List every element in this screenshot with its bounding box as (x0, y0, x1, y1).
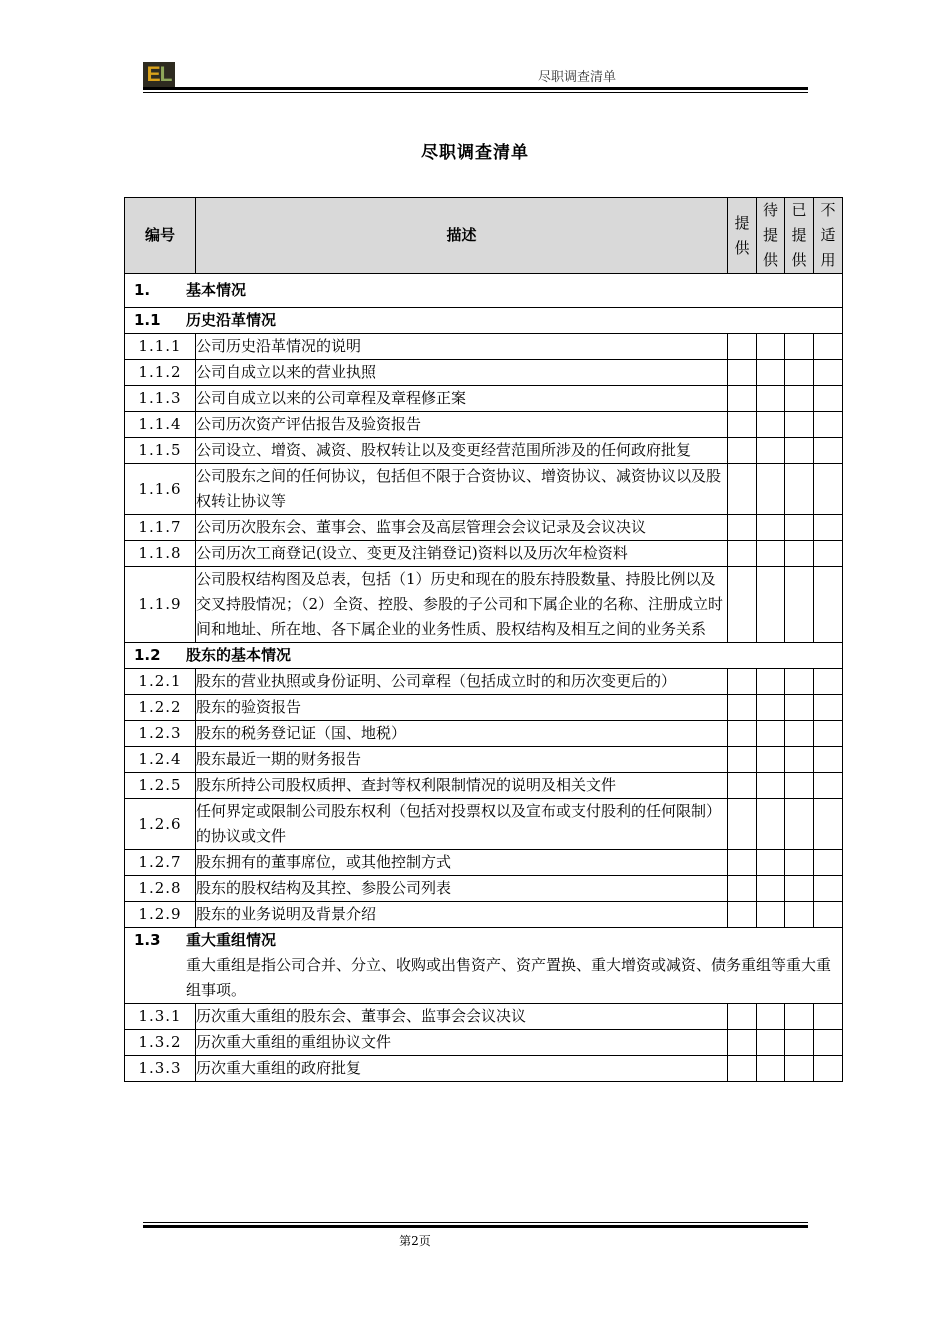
item-number: 1.1.2 (125, 360, 196, 386)
provide-cell[interactable] (728, 773, 757, 799)
provided-cell[interactable] (785, 1056, 814, 1082)
pending-cell[interactable] (757, 747, 785, 773)
pending-cell[interactable] (757, 876, 785, 902)
pending-cell[interactable] (757, 386, 785, 412)
item-number: 1.1.1 (125, 334, 196, 360)
footer-rule (143, 1225, 808, 1228)
table-row (125, 386, 843, 412)
table-row (125, 773, 843, 799)
item-description: 任何界定或限制公司股东权利（包括对投票权以及宣布或支付股利的任何限制）的协议或文件 (196, 799, 728, 850)
item-description: 股东的营业执照或身份证明、公司章程（包括成立时的和历次变更后的） (196, 669, 728, 695)
item-description: 公司自成立以来的公司章程及章程修正案 (196, 386, 728, 412)
provided-cell[interactable] (785, 1004, 814, 1030)
table-row (125, 1056, 843, 1082)
na-cell[interactable] (814, 695, 843, 721)
table-row (125, 1004, 843, 1030)
na-cell[interactable] (814, 541, 843, 567)
provide-cell[interactable] (728, 695, 757, 721)
provided-cell[interactable] (785, 773, 814, 799)
item-description: 股东的业务说明及背景介绍 (196, 902, 728, 928)
item-description: 股东拥有的董事席位，或其他控制方式 (196, 850, 728, 876)
pending-cell[interactable] (757, 799, 785, 850)
provide-cell[interactable] (728, 902, 757, 928)
pending-cell[interactable] (757, 360, 785, 386)
provided-cell[interactable] (785, 360, 814, 386)
item-description: 股东的股权结构及其控、参股公司列表 (196, 876, 728, 902)
provide-cell[interactable] (728, 334, 757, 360)
provide-cell[interactable] (728, 464, 757, 515)
header-description: 描述 (196, 198, 728, 274)
header-title: 尽职调查清单 (538, 70, 617, 85)
provided-cell[interactable] (785, 850, 814, 876)
item-description: 公司历史沿革情况的说明 (196, 334, 728, 360)
provide-cell[interactable] (728, 360, 757, 386)
table-row (125, 567, 843, 643)
provided-cell[interactable] (785, 721, 814, 747)
na-cell[interactable] (814, 360, 843, 386)
na-cell[interactable] (814, 1056, 843, 1082)
pending-cell[interactable] (757, 695, 785, 721)
na-cell[interactable] (814, 567, 843, 643)
item-number: 1.2.3 (125, 721, 196, 747)
item-number: 1.2.1 (125, 669, 196, 695)
item-description: 公司历次资产评估报告及验资报告 (196, 412, 728, 438)
na-cell[interactable] (814, 773, 843, 799)
provided-cell[interactable] (785, 1030, 814, 1056)
header-not-applicable: 不适用 (814, 198, 843, 274)
subsection-row (125, 643, 843, 669)
subsection-title: 重大重组情况 (186, 931, 277, 949)
na-cell[interactable] (814, 876, 843, 902)
na-cell[interactable] (814, 799, 843, 850)
item-number: 1.3.2 (125, 1030, 196, 1056)
table-row (125, 902, 843, 928)
provided-cell[interactable] (785, 876, 814, 902)
pending-cell[interactable] (757, 334, 785, 360)
na-cell[interactable] (814, 669, 843, 695)
provided-cell[interactable] (785, 438, 814, 464)
item-number: 1.2.7 (125, 850, 196, 876)
table-header-row (125, 198, 843, 274)
item-description: 历次重大重组的股东会、董事会、监事会会议决议 (196, 1004, 728, 1030)
item-number: 1.2.4 (125, 747, 196, 773)
provide-cell[interactable] (728, 876, 757, 902)
item-number: 1.1.3 (125, 386, 196, 412)
provide-cell[interactable] (728, 669, 757, 695)
provide-cell[interactable] (728, 541, 757, 567)
item-number: 1.3.1 (125, 1004, 196, 1030)
pending-cell[interactable] (757, 541, 785, 567)
pending-cell[interactable] (757, 669, 785, 695)
provided-cell[interactable] (785, 695, 814, 721)
header-rule (143, 87, 808, 90)
item-description: 公司股东之间的任何协议，包括但不限于合资协议、增资协议、减资协议以及股权转让协议等 (196, 464, 728, 515)
na-cell[interactable] (814, 438, 843, 464)
item-number: 1.1.6 (125, 464, 196, 515)
item-description: 公司股权结构图及总表，包括（1）历史和现在的股东持股数量、持股比例以及交叉持股情况；（2）全资、控股、参股的子公司和下属企业的名称、注册成立时间和地址、所在地、各下属企业的业务性质、股权结构及相互之间的业务关系 (196, 567, 728, 643)
item-description: 公司历次股东会、董事会、监事会及高层管理会会议记录及会议决议 (196, 515, 728, 541)
item-description: 股东最近一期的财务报告 (196, 747, 728, 773)
provide-cell[interactable] (728, 412, 757, 438)
item-number: 1.2.8 (125, 876, 196, 902)
table-row (125, 464, 843, 515)
subsection-number: 1.2 (134, 646, 161, 664)
na-cell[interactable] (814, 464, 843, 515)
item-number: 1.2.2 (125, 695, 196, 721)
item-number: 1.2.6 (125, 799, 196, 850)
na-cell[interactable] (814, 902, 843, 928)
pending-cell[interactable] (757, 515, 785, 541)
header-rule-thin (143, 92, 808, 93)
item-description: 股东的税务登记证（国、地税） (196, 721, 728, 747)
na-cell[interactable] (814, 747, 843, 773)
item-number: 1.1.8 (125, 541, 196, 567)
item-description: 公司自成立以来的营业执照 (196, 360, 728, 386)
provided-cell[interactable] (785, 747, 814, 773)
pending-cell[interactable] (757, 721, 785, 747)
pending-cell[interactable] (757, 850, 785, 876)
table-row (125, 515, 843, 541)
na-cell[interactable] (814, 386, 843, 412)
provided-cell[interactable] (785, 386, 814, 412)
footer-rule-thin (143, 1222, 808, 1223)
subsection-number: 1.1 (134, 311, 161, 329)
subsection-number: 1.3 (134, 931, 161, 949)
provide-cell[interactable] (728, 721, 757, 747)
item-number: 1.2.5 (125, 773, 196, 799)
provided-cell[interactable] (785, 902, 814, 928)
na-cell[interactable] (814, 1004, 843, 1030)
item-description: 股东所持公司股权质押、查封等权利限制情况的说明及相关文件 (196, 773, 728, 799)
page-number: 第2页 (399, 1234, 431, 1248)
provided-cell[interactable] (785, 541, 814, 567)
pending-cell[interactable] (757, 567, 785, 643)
section-number: 1. (134, 281, 151, 299)
header-provided: 已提供 (785, 198, 814, 274)
header-pending: 待提供 (757, 198, 785, 274)
provided-cell[interactable] (785, 567, 814, 643)
provide-cell[interactable] (728, 386, 757, 412)
table-row (125, 669, 843, 695)
pending-cell[interactable] (757, 1030, 785, 1056)
item-number: 1.2.9 (125, 902, 196, 928)
pending-cell[interactable] (757, 464, 785, 515)
pending-cell[interactable] (757, 412, 785, 438)
item-description: 历次重大重组的重组协议文件 (196, 1030, 728, 1056)
na-cell[interactable] (814, 1030, 843, 1056)
table-row (125, 876, 843, 902)
header-number: 编号 (125, 198, 196, 274)
subsection-row (125, 308, 843, 334)
checklist-table (124, 197, 843, 1082)
subsection-title: 历史沿革情况 (186, 311, 277, 329)
header-provide: 提供 (728, 198, 757, 274)
subsection-note: 重大重组是指公司合并、分立、收购或出售资产、资产置换、重大增资或减资、债务重组等重大重组事项。 (186, 956, 832, 999)
item-description: 公司历次工商登记(设立、变更及注销登记)资料以及历次年检资料 (196, 541, 728, 567)
na-cell[interactable] (814, 721, 843, 747)
na-cell[interactable] (814, 850, 843, 876)
table-row (125, 747, 843, 773)
pending-cell[interactable] (757, 902, 785, 928)
item-number: 1.1.5 (125, 438, 196, 464)
item-number: 1.1.9 (125, 567, 196, 643)
table-row (125, 1030, 843, 1056)
pending-cell[interactable] (757, 1056, 785, 1082)
provide-cell[interactable] (728, 747, 757, 773)
na-cell[interactable] (814, 412, 843, 438)
subsection-title: 股东的基本情况 (186, 646, 292, 664)
provide-cell[interactable] (728, 567, 757, 643)
item-description: 股东的验资报告 (196, 695, 728, 721)
na-cell[interactable] (814, 334, 843, 360)
provide-cell[interactable] (728, 850, 757, 876)
subsection-row (125, 928, 843, 1004)
item-number: 1.1.7 (125, 515, 196, 541)
table-row (125, 360, 843, 386)
item-description: 历次重大重组的政府批复 (196, 1056, 728, 1082)
table-row (125, 412, 843, 438)
item-number: 1.3.3 (125, 1056, 196, 1082)
table-row (125, 438, 843, 464)
provided-cell[interactable] (785, 334, 814, 360)
item-description: 公司设立、增资、减资、股权转让以及变更经营范围所涉及的任何政府批复 (196, 438, 728, 464)
provide-cell[interactable] (728, 1004, 757, 1030)
provide-cell[interactable] (728, 438, 757, 464)
pending-cell[interactable] (757, 1004, 785, 1030)
item-number: 1.1.4 (125, 412, 196, 438)
pending-cell[interactable] (757, 438, 785, 464)
table-row (125, 799, 843, 850)
provided-cell[interactable] (785, 464, 814, 515)
document-title: 尽职调查清单 (421, 143, 529, 163)
table-row (125, 695, 843, 721)
provided-cell[interactable] (785, 515, 814, 541)
section-title: 基本情况 (186, 281, 247, 299)
na-cell[interactable] (814, 515, 843, 541)
table-row (125, 850, 843, 876)
pending-cell[interactable] (757, 773, 785, 799)
table-row (125, 334, 843, 360)
provided-cell[interactable] (785, 412, 814, 438)
provided-cell[interactable] (785, 799, 814, 850)
section-row (125, 274, 843, 308)
provide-cell[interactable] (728, 1056, 757, 1082)
company-logo: EL (143, 62, 175, 88)
provide-cell[interactable] (728, 1030, 757, 1056)
provide-cell[interactable] (728, 799, 757, 850)
table-row (125, 541, 843, 567)
provide-cell[interactable] (728, 515, 757, 541)
table-row (125, 721, 843, 747)
provided-cell[interactable] (785, 669, 814, 695)
